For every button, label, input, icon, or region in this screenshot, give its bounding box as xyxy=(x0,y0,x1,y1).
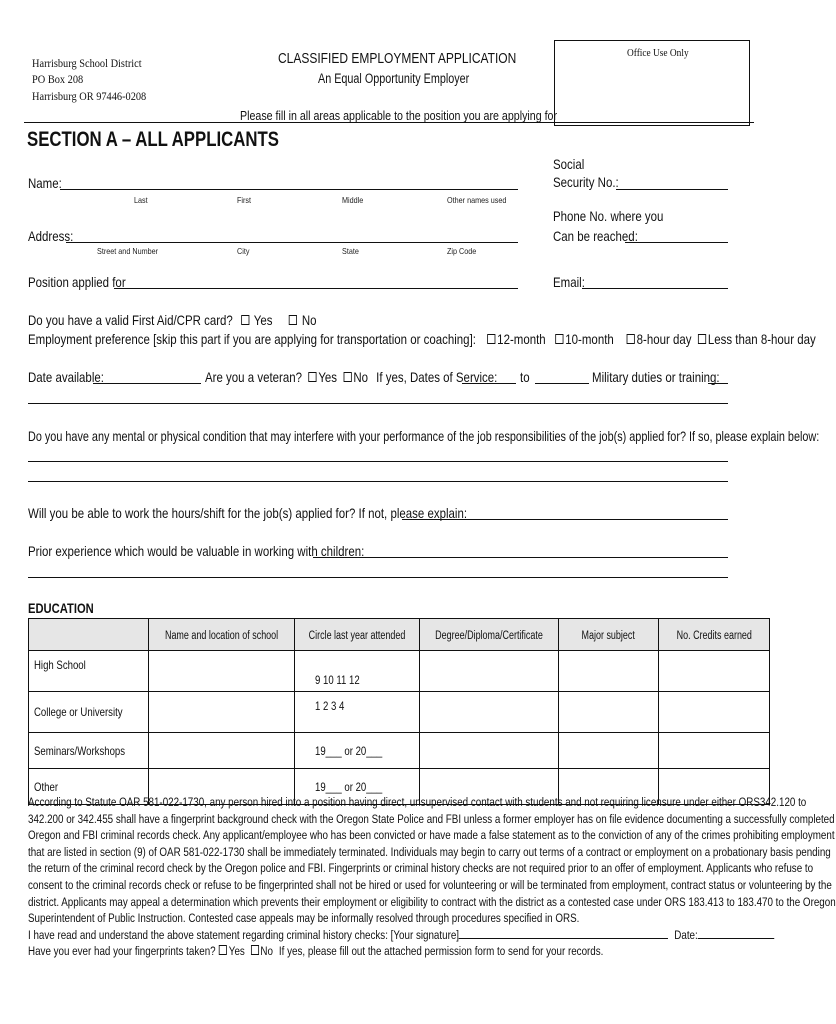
education-credits-cell[interactable] xyxy=(658,651,769,692)
read-statement: I have read and understand the above statement regarding criminal history checks: [Your signature] xyxy=(28,927,460,942)
military-duties-field[interactable] xyxy=(708,383,728,384)
fingerprint-no-label: No xyxy=(260,944,273,959)
condition-question: Do you have any mental or physical condition that may interfere with your performance of the job responsibilities of the job(s) applied for? If so, please explain below: xyxy=(28,428,820,444)
first-aid-question: Do you have a valid First Aid/CPR card? xyxy=(28,312,233,328)
address-sub-zip: Zip Code xyxy=(447,246,477,256)
fingerprint-followup: If yes, please fill out the attached permission form to send for your records. xyxy=(278,944,604,959)
form-subtitle: An Equal Opportunity Employer xyxy=(318,71,470,86)
education-row-label: High School xyxy=(29,651,149,692)
education-major-cell[interactable] xyxy=(559,651,659,692)
education-year-cell[interactable]: 9 10 11 12 xyxy=(295,651,420,692)
education-table xyxy=(28,618,770,805)
service-from-field[interactable] xyxy=(462,383,516,384)
statute-line: consent to the criminal records check or refuse to be fingerprinted shall not be hired or used for volunteering or will be terminated from employment, contract status or volunteering by the xyxy=(28,877,832,892)
table-row xyxy=(29,692,770,733)
education-header-degree: Degree/Diploma/Certificate xyxy=(420,619,559,651)
table-row xyxy=(29,733,770,769)
education-degree-cell[interactable] xyxy=(420,651,559,692)
date-available-field[interactable] xyxy=(93,383,201,384)
ssn-field[interactable] xyxy=(616,189,728,190)
education-year-cell[interactable]: 1 2 3 4 xyxy=(295,692,420,733)
name-sub-other: Other names used xyxy=(447,195,507,205)
military-duties-field-2[interactable] xyxy=(28,403,728,404)
education-degree-cell[interactable] xyxy=(420,692,559,733)
education-header-blank xyxy=(29,619,149,651)
service-to-label: to xyxy=(520,369,530,385)
pref-8-hour-label: 8-hour day xyxy=(636,331,692,347)
statute-line: According to Statute OAR 581-022-1730, any person hired into a position having direct, unsupervised contact with students and not requiring licensure under either ORS342.120 to xyxy=(28,795,807,809)
education-school-cell[interactable] xyxy=(148,651,294,692)
pref-8-hour-checkbox[interactable] xyxy=(627,334,635,344)
name-field[interactable] xyxy=(60,189,518,190)
first-aid-yes-checkbox[interactable] xyxy=(241,315,249,325)
education-school-cell[interactable] xyxy=(148,733,294,769)
email-field[interactable] xyxy=(582,288,728,289)
fingerprint-yes-label: Yes xyxy=(228,944,245,959)
experience-question: Prior experience which would be valuable in working with children: xyxy=(28,543,365,559)
employment-pref-row xyxy=(28,331,816,347)
education-credits-cell[interactable] xyxy=(658,733,769,769)
email-label: Email: xyxy=(553,274,585,290)
fingerprint-yes-checkbox[interactable] xyxy=(219,945,227,955)
experience-field[interactable] xyxy=(313,557,728,558)
education-header-credits: No. Credits earned xyxy=(658,619,769,651)
education-row-label: Seminars/Workshops xyxy=(29,733,149,769)
office-use-label: Office Use Only xyxy=(627,47,689,59)
form-title: CLASSIFIED EMPLOYMENT APPLICATION xyxy=(278,50,517,67)
signature-field[interactable] xyxy=(459,927,668,939)
fingerprint-question: Have you ever had your fingerprints taken? xyxy=(28,944,216,959)
statute-line: 342.200 or 342.455 shall have a fingerprint background check with the Oregon State Police and FBI unless a former employer has on file evidence documenting a successfully completed xyxy=(28,811,835,826)
education-major-cell[interactable] xyxy=(559,733,659,769)
education-header-row xyxy=(29,619,770,651)
pref-less-8-hour-checkbox[interactable] xyxy=(698,334,706,344)
education-heading: EDUCATION xyxy=(28,600,94,616)
veteran-question: Are you a veteran? xyxy=(205,369,303,385)
education-credits-cell[interactable] xyxy=(658,692,769,733)
table-row xyxy=(29,651,770,692)
name-label: Name: xyxy=(28,175,62,191)
district-po-box: PO Box 208 xyxy=(32,74,84,86)
phone-label-line2: Can be reached: xyxy=(553,228,638,244)
phone-label-line1: Phone No. where you xyxy=(553,208,664,224)
fingerprint-row xyxy=(28,943,740,960)
statute-line: district. Applicants may appeal a determination which prevents their employment or eligibility to contract with the district as a contested case under ORS 183.413 to 183.470 to the Oregon xyxy=(28,894,836,909)
veteran-yes-checkbox[interactable] xyxy=(308,372,316,382)
date-field[interactable] xyxy=(698,927,774,939)
office-use-box xyxy=(554,40,750,126)
first-aid-no-label: No xyxy=(301,312,317,328)
statute-line: Superintendent of Public Instruction. Contested case appeals may be informally resolved through procedures specified in ORS. xyxy=(28,911,580,926)
employment-pref-question: Employment preference [skip this part if you are applying for transportation or coaching]: xyxy=(28,331,476,347)
dates-of-service-label: If yes, Dates of Service: xyxy=(376,369,498,385)
address-sub-city: City xyxy=(237,246,250,256)
fingerprint-no-checkbox[interactable] xyxy=(251,945,259,955)
position-field[interactable] xyxy=(114,288,518,289)
pref-12-month-checkbox[interactable] xyxy=(487,334,495,344)
experience-line-2[interactable] xyxy=(28,577,728,578)
ssn-label-line2: Security No.: xyxy=(553,174,619,190)
position-label: Position applied for xyxy=(28,274,126,290)
hours-question: Will you be able to work the hours/shift for the job(s) applied for? If not, please explain: xyxy=(28,505,468,521)
education-header-major: Major subject xyxy=(559,619,659,651)
education-header-year: Circle last year attended xyxy=(295,619,420,651)
veteran-no-label: No xyxy=(353,369,369,385)
date-label: Date: xyxy=(674,927,698,942)
address-label: Address: xyxy=(28,228,74,244)
address-sub-street: Street and Number xyxy=(97,246,159,256)
first-aid-no-checkbox[interactable] xyxy=(289,315,297,325)
education-row-label: College or University xyxy=(29,692,149,733)
section-a-heading: SECTION A – ALL APPLICANTS xyxy=(27,128,280,151)
education-year-cell[interactable]: 19___ or 20___ xyxy=(295,769,420,805)
district-city-zip: Harrisburg OR 97446-0208 xyxy=(32,91,147,103)
education-year-cell[interactable]: 19___ or 20___ xyxy=(295,733,420,769)
statute-line: the return of the criminal record check by the Oregon police and FBI. Fingerprints or criminal history checks are not required prior to an offer of employment. Applicants who refuse to xyxy=(28,861,814,876)
education-degree-cell[interactable] xyxy=(420,733,559,769)
hours-field[interactable] xyxy=(402,519,728,520)
service-to-field[interactable] xyxy=(535,383,589,384)
statute-paragraph xyxy=(28,794,836,960)
name-sub-middle: Middle xyxy=(342,195,364,205)
veteran-no-checkbox[interactable] xyxy=(344,372,352,382)
veteran-yes-label: Yes xyxy=(318,369,338,385)
date-available-label: Date available: xyxy=(28,369,104,385)
form-instruction: Please fill in all areas applicable to the position you are applying for xyxy=(240,108,558,123)
first-aid-yes-label: Yes xyxy=(253,312,273,328)
address-field[interactable] xyxy=(66,242,518,243)
first-aid-row xyxy=(28,312,317,328)
statute-line: Oregon and FBI criminal records check. Any applicant/employee who has been convicted or have made a false statement as to the conviction of any of the crimes prohibiting employment xyxy=(28,828,835,843)
condition-line-2[interactable] xyxy=(28,481,728,482)
education-school-cell[interactable] xyxy=(148,692,294,733)
statute-line: that are listed in section (9) of OAR 581-022-1730 shall be immediately terminated. Individuals may begin to carry out terms of a contract or employment on a probationary basis pending xyxy=(28,844,831,859)
pref-10-month-label: 10-month xyxy=(565,331,614,347)
pref-12-month-label: 12-month xyxy=(497,331,546,347)
education-row-label: Other xyxy=(29,769,149,805)
address-sub-state: State xyxy=(342,246,359,256)
name-sub-first: First xyxy=(237,195,252,205)
district-name: Harrisburg School District xyxy=(32,58,142,70)
condition-line-1[interactable] xyxy=(28,461,728,462)
header-divider xyxy=(24,122,754,123)
military-duties-label: Military duties or training: xyxy=(592,369,720,385)
phone-field[interactable] xyxy=(625,242,728,243)
signature-row xyxy=(28,927,740,944)
name-sub-last: Last xyxy=(134,195,148,205)
ssn-label-line1: Social xyxy=(553,156,585,172)
education-header-school: Name and location of school xyxy=(148,619,294,651)
veteran-row xyxy=(205,369,497,385)
pref-10-month-checkbox[interactable] xyxy=(555,334,563,344)
pref-less-8-hour-label: Less than 8-hour day xyxy=(707,331,816,347)
education-major-cell[interactable] xyxy=(559,692,659,733)
